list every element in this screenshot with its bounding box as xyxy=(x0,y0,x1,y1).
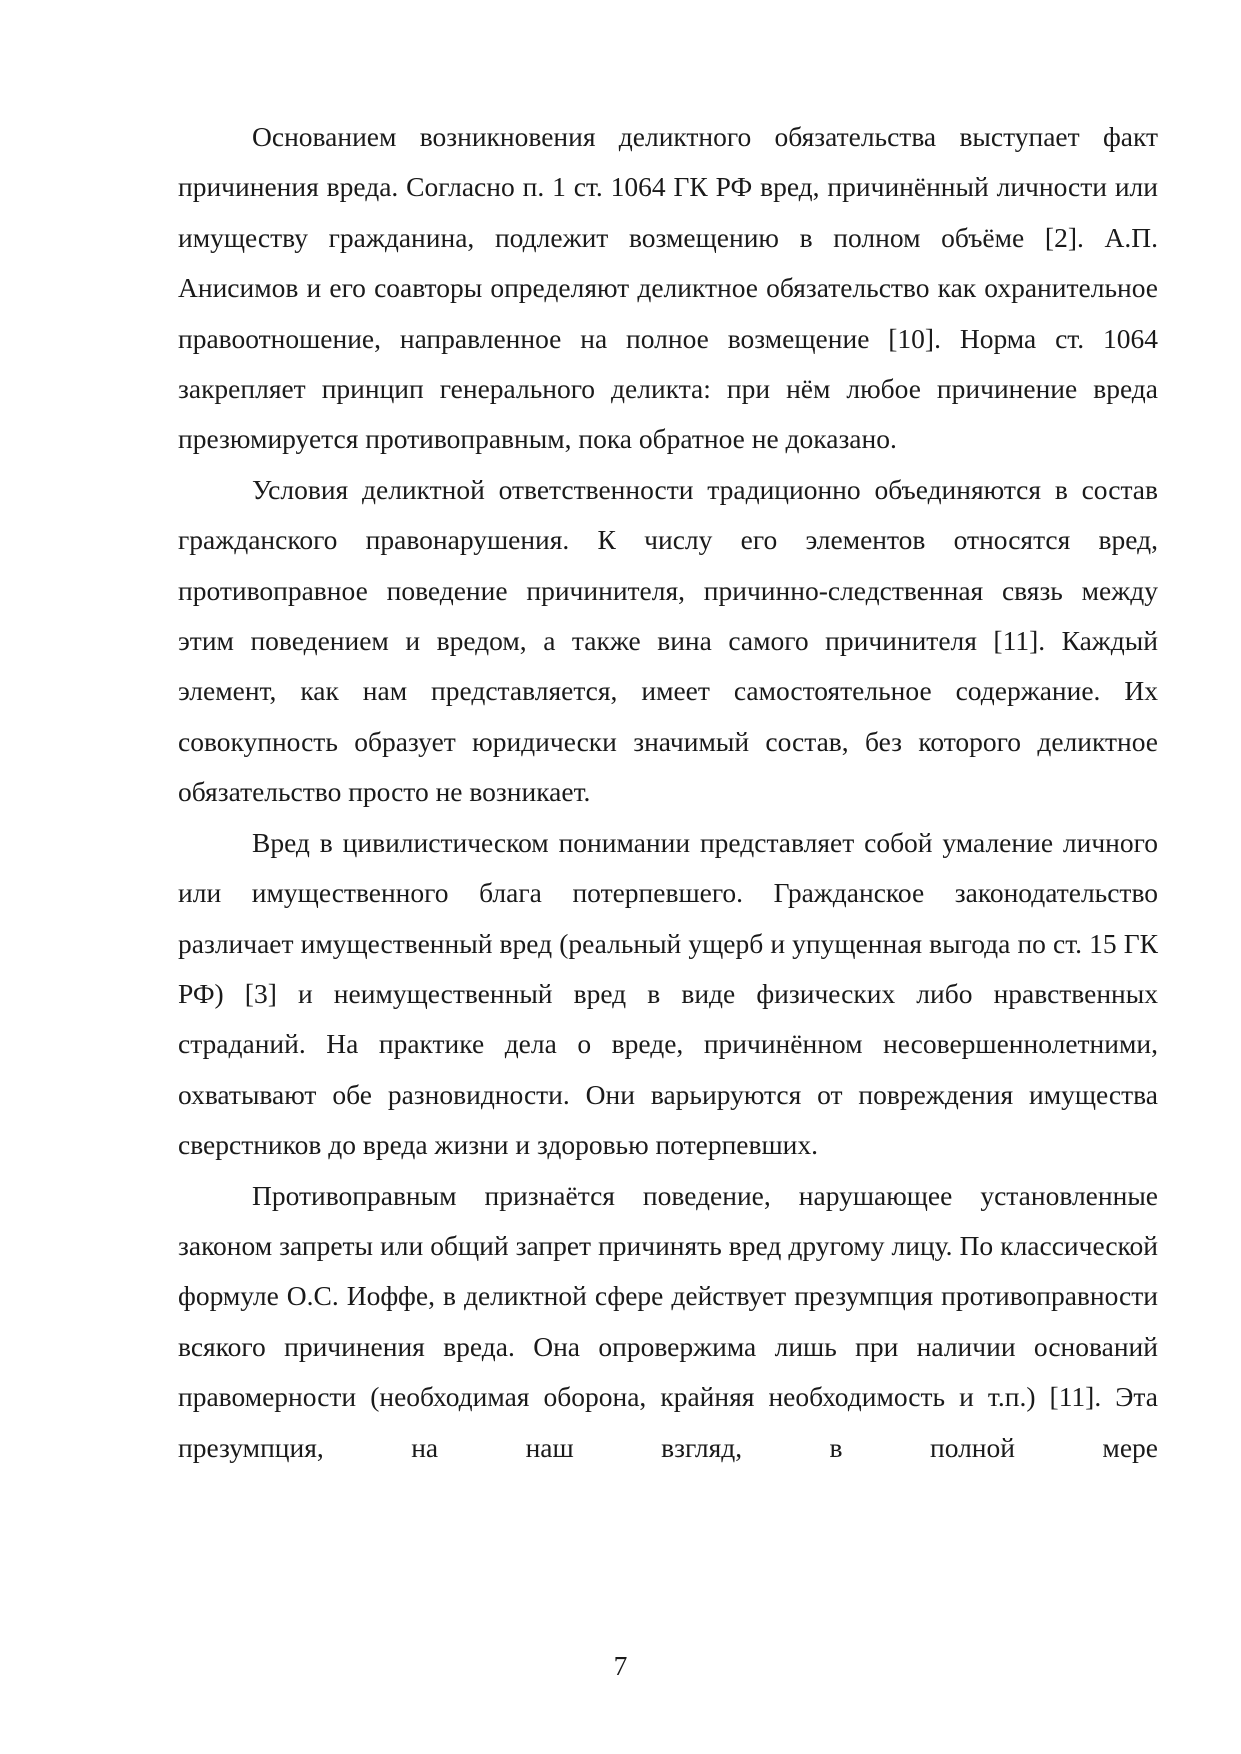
paragraph-tort-obligation-basis: Основанием возникновения деликтного обязательства выступает факт причинения вреда. Согласно п. 1 ст. 1064 ГК РФ вред, причинённый личности или имуществу гражданина, подлежит возмещению в полном объёме [2]. А.П. Анисимов и его соавторы определяют деликтное обязательство как охранительное правоотношение, направленное на полное возмещение [10]. Норма ст. 1064 закрепляет принцип генерального деликта: при нём любое причинение вреда презюмируется противоправным, пока обратное не доказано. xyxy=(178,121,1158,455)
paragraph-unlawfulness: Противоправным признаётся поведение, нарушающее установленные законом запреты или общий запрет причинять вред другому лицу. По классической формуле О.С. Иоффе, в деликтной сфере действует презумпция противоправности всякого причинения вреда. Она опровержима лишь при наличии оснований правомерности (необходимая оборона, крайняя необходимость и т.п.) [11]. Эта презумпция, на наш взгляд, в полной мере xyxy=(178,1179,1158,1463)
paragraph-harm-concept: Вред в цивилистическом понимании представляет собой умаление личного или имущественного блага потерпевшего. Гражданское законодательство различает имущественный вред (реальный ущерб и упущенная выгода по ст. 15 ГК РФ) [3] и неимущественный вред в виде физических либо нравственных страданий. На практике дела о вреде, причинённом несовершеннолетними, охватывают обе разновидности. Они варьируются от повреждения имущества сверстников до вреда жизни и здоровью потерпевших. xyxy=(178,826,1158,1161)
page-body xyxy=(178,112,1158,1473)
page-number: 7 xyxy=(613,1650,628,1681)
paragraph-tort-liability-conditions: Условия деликтной ответственности традиционно объединяются в состав гражданского правонарушения. К числу его элементов относятся вред, противоправное поведение причинителя, причинно-следственная связь между этим поведением и вредом, а также вина самого причинителя [11]. Каждый элемент, как нам представляется, имеет самостоятельное содержание. Их совокупность образует юридически значимый состав, без которого деликтное обязательство просто не возникает. xyxy=(178,473,1158,808)
